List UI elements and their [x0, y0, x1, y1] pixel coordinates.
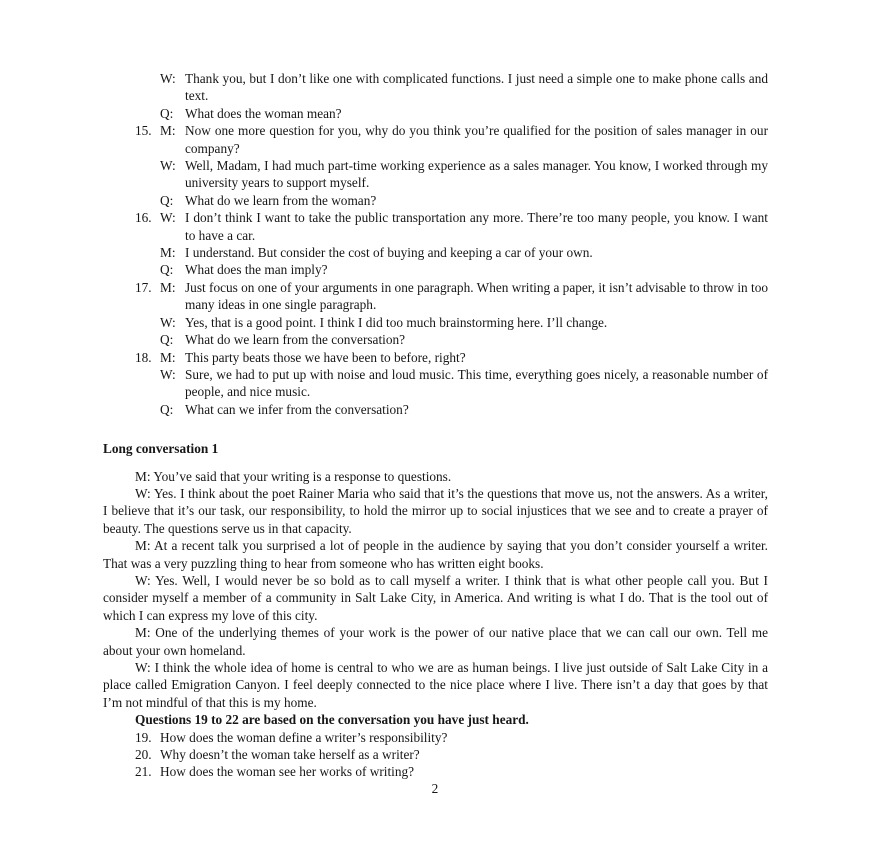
speaker-label: W:: [135, 660, 151, 675]
question-line: [135, 763, 768, 780]
speaker-label: W:: [160, 366, 176, 382]
dialogue-text: Sure, we had to put up with noise and loud music. This time, everything goes nicely, a reasonable number of people, and nice music.: [185, 366, 768, 400]
speaker-label: W:: [160, 314, 176, 330]
speaker-label: M:: [160, 123, 176, 139]
dialogue-line: [135, 261, 768, 278]
dialogue-line: [135, 314, 768, 331]
speaker-label: Q:: [160, 401, 174, 417]
speaker-label: W:: [135, 485, 151, 501]
speaker-label: W:: [160, 71, 176, 86]
question-number: [135, 401, 160, 418]
speaker-label: Q:: [160, 262, 174, 278]
question-number: [135, 366, 160, 401]
speaker-label: W:: [135, 572, 151, 588]
page-number: 2: [431, 781, 439, 796]
dialogue-line: [135, 331, 768, 348]
question-number: [135, 244, 160, 261]
conversation-turn: [103, 572, 768, 624]
question-number: 20.: [135, 747, 152, 763]
dialogue-text: I don’t think I want to take the public transportation any more. There’re too many people, you know. I want to have a car.: [185, 210, 768, 243]
speaker-label: Q:: [160, 105, 174, 121]
turn-text: You’ve said that your writing is a response to questions.: [153, 468, 452, 484]
turn-text: Yes. Well, I would never be so bold as to call myself a writer. I think that is what other people call you. But I consider myself a member of a community in Salt Lake City, in America. And writing is what I do. That is the tool out of which I can express my love of this city.: [103, 572, 768, 623]
speaker-label: W:: [160, 210, 176, 226]
speaker-label: Q:: [160, 192, 174, 208]
dialogue-line: [135, 279, 768, 314]
dialogue-line: [135, 105, 768, 122]
dialogue-line: [135, 349, 768, 366]
question-number: 15.: [135, 123, 152, 139]
section-heading: Long conversation 1: [103, 441, 219, 457]
dialogue-line: [135, 366, 768, 401]
question-number: [135, 261, 160, 278]
turn-text: I think the whole idea of home is central to who we are as human beings. I live just outside of Salt Lake City in a place called Emigration Canyon. I feel deeply connected to the nice place where I live. There isn’t a day that goes by that I’m not mindful of that this is my home.: [103, 660, 769, 710]
questions-intro: Questions 19 to 22 are based on the conversation you have just heard.: [135, 712, 529, 728]
speaker-label: M:: [135, 468, 151, 484]
question-number: [135, 157, 160, 192]
short-conversations-block: [103, 70, 768, 418]
dialogue-text: What does the woman mean?: [185, 105, 342, 121]
turn-text: At a recent talk you surprised a lot of people in the audience by saying that you don’t consider yourself a writer. That was a very puzzling thing to hear from someone who has written eight books.: [103, 538, 768, 571]
dialogue-line: [135, 401, 768, 418]
question-number: 18.: [135, 349, 152, 365]
page-content: [103, 70, 768, 781]
dialogue-text: Yes, that is a good point. I think I did too much brainstorming here. I’ll change.: [185, 314, 608, 330]
question-text: Why doesn’t the woman take herself as a writer?: [160, 747, 420, 763]
dialogue-line: [135, 70, 768, 105]
turn-text: One of the underlying themes of your work is the power of our native place that we can call our own. Tell me about your own homeland.: [103, 625, 768, 658]
speaker-label: W:: [160, 158, 176, 174]
dialogue-text: What do we learn from the conversation?: [185, 332, 406, 348]
conversation-turn: [103, 624, 768, 659]
conversation-turn: [103, 537, 768, 572]
dialogue-text: Well, Madam, I had much part-time working experience as a sales manager. You know, I worked through my university years to support myself.: [185, 158, 768, 191]
dialogue-text: What can we infer from the conversation?: [185, 401, 409, 417]
turn-text: Yes. I think about the poet Rainer Maria who said that it’s the questions that move us, not the answers. As a writer, I believe that it’s our task, our responsibility, to hold the mirror up to social injustices that we see and to create a prayer of beauty. The questions serve us in that capacity.: [103, 485, 768, 536]
dialogue-line: [135, 122, 768, 157]
conversation-turn: [103, 468, 768, 485]
speaker-label: M:: [135, 538, 151, 554]
question-number: 19.: [135, 729, 152, 745]
conversation-turn: [103, 659, 768, 711]
question-number: 16.: [135, 210, 152, 226]
dialogue-text: This party beats those we have been to before, right?: [185, 349, 466, 365]
speaker-label: M:: [160, 245, 176, 261]
long-conversation-block: [103, 468, 768, 781]
question-number: [135, 192, 160, 209]
dialogue-line: [135, 157, 768, 192]
dialogue-line: [135, 244, 768, 261]
question-text: How does the woman define a writer’s responsibility?: [160, 729, 448, 745]
dialogue-text: What do we learn from the woman?: [185, 192, 377, 208]
question-text: How does the woman see her works of writing?: [160, 764, 415, 780]
question-number: 21.: [135, 764, 152, 780]
speaker-label: M:: [160, 279, 176, 295]
speaker-label: Q:: [160, 332, 174, 348]
question-number: [135, 314, 160, 331]
dialogue-line: [135, 209, 768, 244]
question-number: [135, 105, 160, 122]
dialogue-text: I understand. But consider the cost of buying and keeping a car of your own.: [185, 245, 593, 261]
question-number: 17.: [135, 279, 152, 295]
dialogue-text: Thank you, but I don’t like one with complicated functions. I just need a simple one to make phone calls and text.: [185, 71, 768, 104]
speaker-label: M:: [135, 625, 151, 641]
question-number: [135, 70, 160, 105]
speaker-label: M:: [160, 349, 176, 365]
dialogue-text: Just focus on one of your arguments in one paragraph. When writing a paper, it isn’t advisable to throw in too many ideas in one single paragraph.: [185, 279, 768, 313]
question-line: [135, 746, 768, 763]
question-line: [135, 729, 768, 746]
dialogue-line: [135, 192, 768, 209]
conversation-turn: [103, 485, 768, 537]
dialogue-text: What does the man imply?: [185, 262, 328, 278]
question-number: [135, 331, 160, 348]
dialogue-text: Now one more question for you, why do you think you’re qualified for the position of sales manager in our company?: [185, 123, 768, 156]
